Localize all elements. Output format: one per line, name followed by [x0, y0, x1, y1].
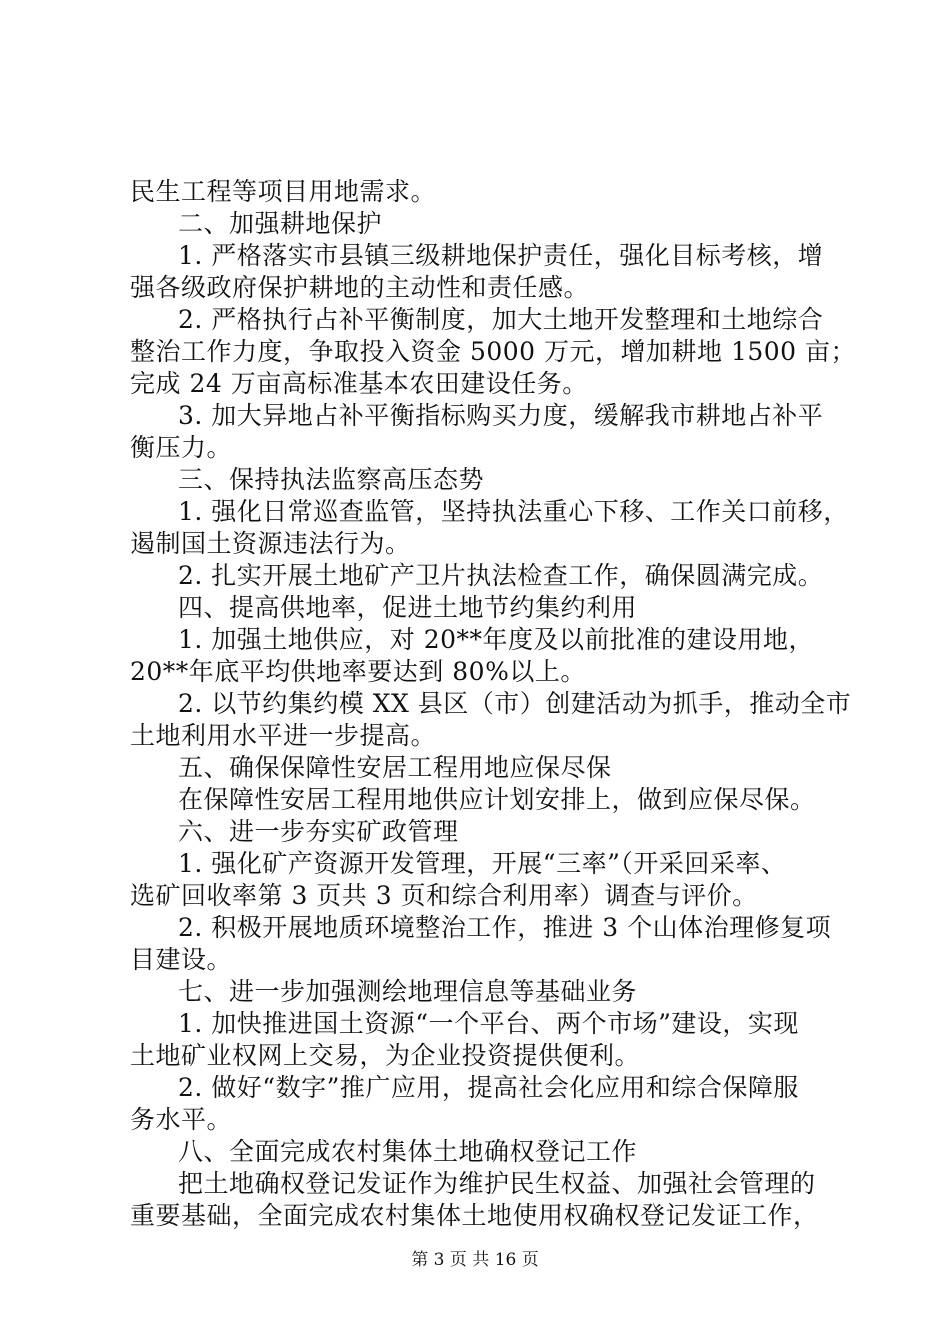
section-heading: 七、进一步加强测绘地理信息等基础业务: [178, 977, 638, 1006]
text-line: 2. 扎实开展土地矿产卫片执法检查工作，确保圆满完成。: [178, 561, 824, 590]
section-heading: 二、加强耕地保护: [178, 209, 383, 238]
text-line: 20**年底平均供地率要达到 80%以上。: [130, 657, 586, 686]
text-line: 2. 严格执行占补平衡制度，加大土地开发整理和土地综合: [178, 305, 824, 334]
text-line: 1. 强化日常巡查监管，坚持执法重心下移、工作关口前移，: [178, 497, 849, 526]
section-heading: 八、全面完成农村集体土地确权登记工作: [178, 1137, 638, 1166]
text-line: 1. 加强土地供应，对 20**年度及以前批准的建设用地，: [178, 625, 815, 654]
text-line: 2. 以节约集约模 XX 县区（市）创建活动为抓手，推动全市: [178, 689, 852, 718]
text-line: 2. 做好“数字”推广应用，提高社会化应用和综合保障服: [178, 1073, 799, 1102]
text-line: 把土地确权登记发证作为维护民生权益、加强社会管理的: [178, 1169, 816, 1198]
text-line: 在保障性安居工程用地供应计划安排上，做到应保尽保。: [178, 785, 816, 814]
text-line: 强各级政府保护耕地的主动性和责任感。: [130, 273, 590, 302]
section-heading: 五、确保保障性安居工程用地应保尽保: [178, 753, 612, 782]
text-line: 重要基础，全面完成农村集体土地使用权确权登记发证工作，: [130, 1201, 819, 1230]
text-line: 1. 严格落实市县镇三级耕地保护责任，强化目标考核，增: [178, 241, 824, 270]
text-line: 遏制国土资源违法行为。: [130, 529, 411, 558]
text-line: 3. 加大异地占补平衡指标购买力度，缓解我市耕地占补平: [178, 401, 824, 430]
text-line: 1. 强化矿产资源开发管理，开展“三率”（开采回采率、: [178, 849, 787, 878]
text-line: 衡压力。: [130, 433, 233, 462]
text-line: 民生工程等项目用地需求。: [130, 177, 437, 206]
page-footer: 第 3 页 共 16 页: [411, 1250, 539, 1270]
text-line: 完成 24 万亩高标准基本农田建设任务。: [130, 369, 588, 398]
text-line: 2. 积极开展地质环境整治工作，推进 3 个山体治理修复项: [178, 913, 832, 942]
text-line: 土地利用水平进一步提高。: [130, 721, 437, 750]
section-heading: 四、提高供地率，促进土地节约集约利用: [178, 593, 638, 622]
text-line: 整治工作力度，争取投入资金 5000 万元，增加耕地 1500 亩；: [130, 337, 857, 366]
text-line: 1. 加快推进国土资源“一个平台、两个市场”建设，实现: [178, 1009, 799, 1038]
text-line: 务水平。: [130, 1105, 233, 1134]
section-heading: 六、进一步夯实矿政管理: [178, 817, 459, 846]
section-heading: 三、保持执法监察高压态势: [178, 465, 485, 494]
text-line: 目建设。: [130, 945, 233, 974]
text-line: 土地矿业权网上交易，为企业投资提供便利。: [130, 1041, 641, 1070]
text-line: 选矿回收率第 3 页共 3 页和综合利用率）调查与评价。: [130, 881, 758, 910]
